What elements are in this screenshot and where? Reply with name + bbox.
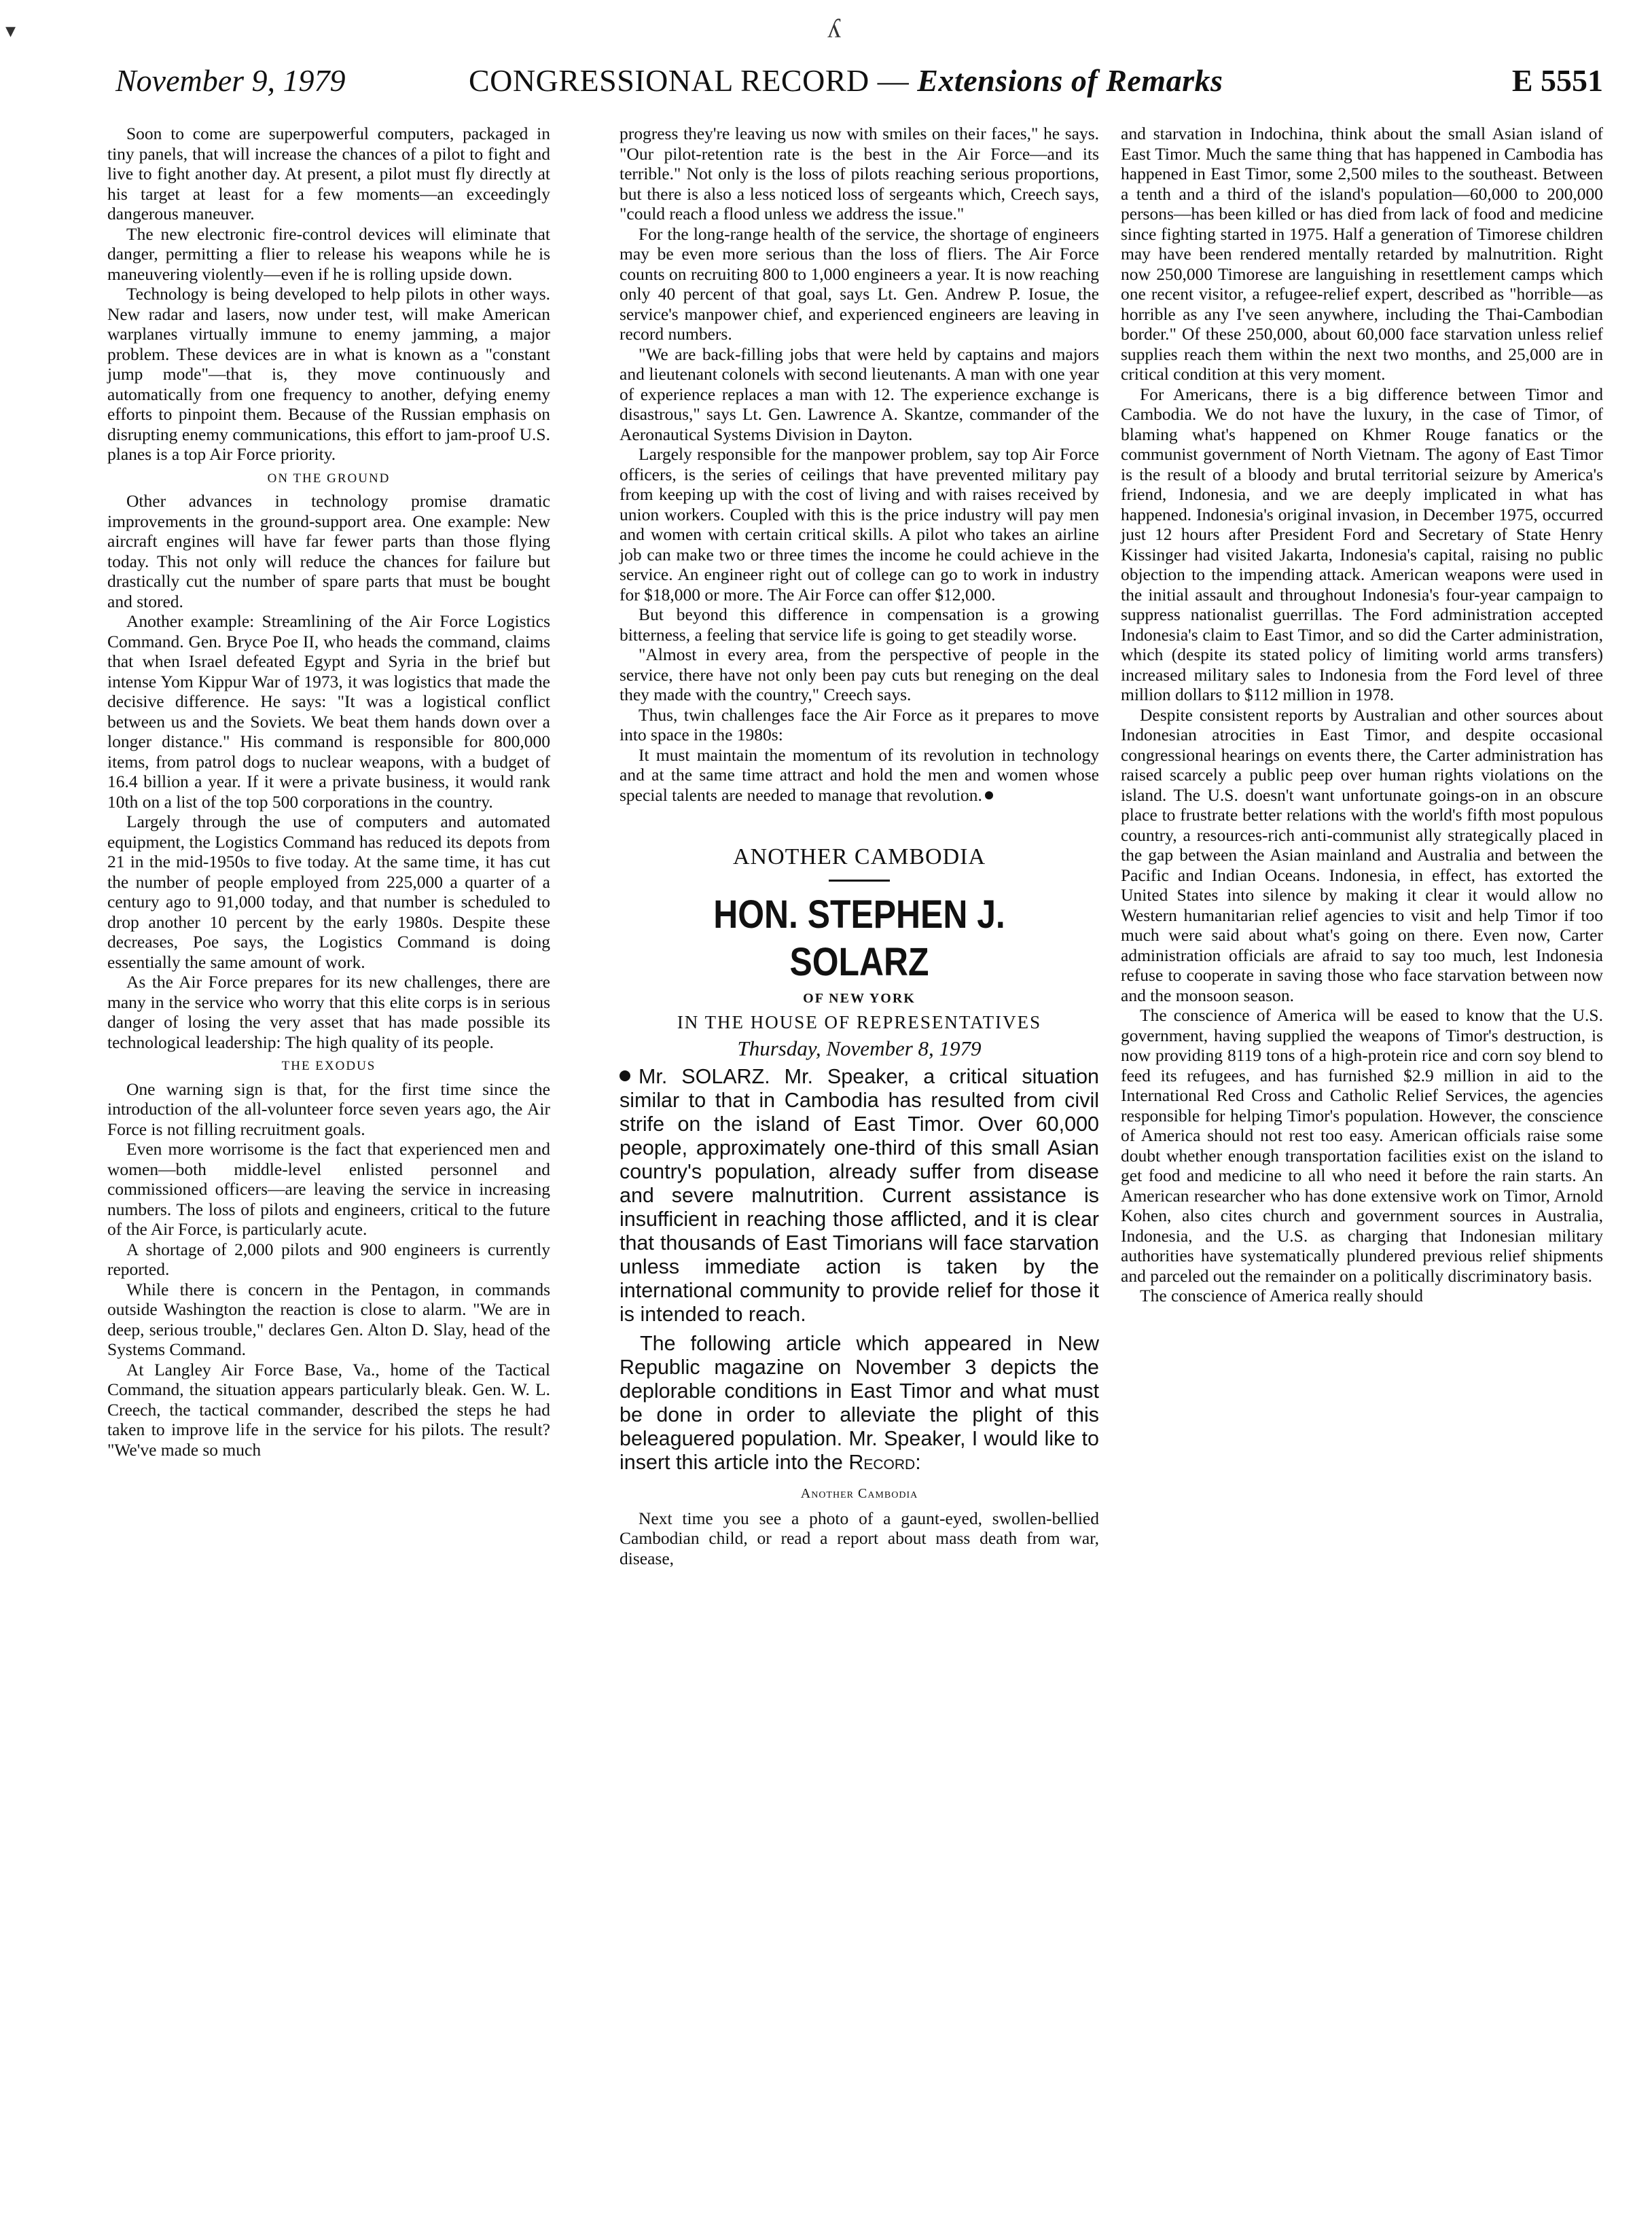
paragraph: Technology is being developed to help pilots in other ways. New radar and lasers, now under test, will make American warplanes virtually immune to enemy jamming, a major problem. These devices are in what is known as a "constant jump mode"—that is, they move continuously and automatically from one frequency to another, defying enemy efforts to pinpoint them. Because of the Russian emphasis on disrupting enemy communications, this effort to jam-proof U.S. planes is a top Air Force priority. [107,284,550,464]
subheading-on-the-ground: ON THE GROUND [267,471,391,486]
paragraph: progress they're leaving us now with smiles on their faces," he says. "Our pilot-retention rate is the best in the Air Force—and its terrible." Not only is the loss of pilots reaching serious proportions, but there is also a less noticed loss of sergeants which, Creech says, "could reach a flood unless we address the issue." [620,124,1099,223]
paragraph: The new electronic fire-control devices will eliminate that danger, permitting a flier to release his weapons while he is maneuvering violently—even if he is rolling upside down. [107,223,550,284]
paragraph: But beyond this difference in compensation is a growing bitterness, a feeling that service life is going to get steadily worse. [620,604,1099,645]
paragraph: At Langley Air Force Base, Va., home of the Tactical Command, the situation appears particularly bleak. Gen. W. L. Creech, the tactical commander, described the steps he had taken to improve life in the service for his pilots. The result? "We've made so much [107,1359,550,1460]
header-title-extensions: Extensions of Remarks [917,63,1223,98]
paragraph: "Almost in every area, from the perspective of people in the service, there have not only been pay cuts but reneging on the deal they made with the country," Creech says. [620,645,1099,704]
speech-date: Thursday, November 8, 1979 [737,1036,982,1060]
page-header [115,62,1603,107]
header-title-main: CONGRESSIONAL RECORD — [469,63,910,98]
scan-speck: ʎ [827,13,841,43]
record-word: Record: [848,1451,921,1474]
section-title: ANOTHER CAMBODIA [732,844,986,869]
scan-speck: ▾ [5,20,16,42]
speech-paragraph [620,1332,1099,1475]
header-title [469,62,1223,98]
paragraph: For the long-range health of the service, the shortage of engineers may be even more serious than the loss of fliers. The Air Force counts on recruiting 800 to 1,000 engineers a year. It is now reaching only 40 percent of that goal, says Lt. Gen. Andrew P. Iosue, the service's manpower chief, and experienced engineers are leaving in record numbers. [620,223,1099,344]
section-divider [829,880,890,882]
paragraph: and starvation in Indochina, think about the small Asian island of East Timor. Much the same thing that has happened in Cambodia has happened in East Timor, some 2,500 miles to the southeast. Between a tenth and a third of the island's population—60,000 to 200,000 persons—has been killed or has died from lack of food and medicine since fighting started in 1975. Half a generation of Timorese children may have been rendered mentally retarded by malnutrition. Right now 250,000 Timorese are languishing in resettlement camps which one recent visitor, a refugee-relief expert, described as "horrible—as horrible as any I've seen anywhere, including the Thai-Cambodian border." Of these 250,000, about 60,000 face starvation unless relief supplies reach them within the next two months, and 25,000 are in critical condition at this very moment. [1121,124,1603,384]
speech-bullet-icon [620,1070,630,1081]
member-name: HON. STEPHEN J. SOLARZ [713,892,1005,984]
member-state: OF NEW YORK [803,990,916,1006]
header-date: November 9, 1979 [115,63,346,98]
paragraph: For Americans, there is a big difference between Timor and Cambodia. We do not have the luxury, in the case of Timor, of blaming what's happened on Khmer Rouge fanatics or the communist government of North Vietnam. The agony of East Timor is the result of a bloody and brutal territorial seizure by America's friend, Indonesia, and we are deeply implicated in what has happened. Indonesia's original invasion, in December 1975, occurred just 12 hours after President Ford and Secretary of State Henry Kissinger had visited Jakarta, Indonesia's capital, raising no public objection to the impending attack. American weapons were used in the initial assault and throughout Indonesia's four-year campaign to suppress nationalist guerrillas. The Ford administration accepted Indonesia's claim to East Timor, and so did the Carter administration, which (despite its stated policy of limiting world arms transfers) increased military sales to Indonesia from the Ford level of three million dollars to $112 million in 1978. [1121,384,1603,704]
paragraph: Thus, twin challenges face the Air Force as it prepares to move into space in the 1980s: [620,704,1099,744]
paragraph [620,745,1099,806]
paragraph: Largely responsible for the manpower problem, say top Air Force officers, is the series of ceilings that have prevented military pay from keeping up with the cost of living and with raises received by union workers. Coupled with this is the price industry will pay men and women with certain critical skills. A pilot who takes an airline job can make two or three times the income he could achieve in the service. An engineer right out of college can go to work in industry for $18,000 or more. The Air Force can offer $12,000. [620,444,1099,604]
paragraph: While there is concern in the Pentagon, in commands outside Washington the reaction is close to alarm. "We are in deep, serious trouble," declares Gen. Alton D. Slay, head of the Systems Command. [107,1279,550,1359]
subheading-the-exodus: THE EXODUS [281,1059,376,1073]
paragraph: Even more worrisome is the fact that experienced men and women—both middle-level enlisted personnel and commissioned officers—are leaving the service in increasing numbers. The loss of pilots and engineers, critical to the future of the Air Force, is particularly acute. [107,1139,550,1239]
column-3 [1121,124,1603,1306]
paragraph: Next time you see a photo of a gaunt-eyed, swollen-bellied Cambodian child, or read a report about mass death from war, disease, [620,1508,1099,1568]
page-number: E 5551 [1511,63,1603,98]
speech-paragraph [620,1065,1099,1326]
chamber-line: IN THE HOUSE OF REPRESENTATIVES [677,1012,1042,1032]
paragraph: One warning sign is that, for the first time since the introduction of the all-volunteer force seven years ago, the Air Force is not filling recruitment goals. [107,1079,550,1139]
speech-text: The following article which appeared in New Republic magazine on November 3 depicts the deplorable conditions in East Timor and what must be done in order to alleviate the plight of this beleaguered population. Mr. Speaker, I would like to insert this article into the [620,1332,1099,1474]
column-2 [620,124,1099,1568]
paragraph: Soon to come are superpowerful computers, packaged in tiny panels, that will increase the chances of a pilot to fight and live to fight another day. At present, a pilot must fly directly at his target at least for a few moments—an exceedingly dangerous maneuver. [107,124,550,223]
paragraph: Largely through the use of computers and automated equipment, the Logistics Command has reduced its depots from 21 in the mid-1950s to five today. At the same time, it has cut the number of people employed from 225,000 a quarter of a century ago to 91,000 today, and that number is scheduled to drop another 10 percent by the early 1980s. Despite these decreases, Poe says, the Logistics Command is doing essentially the same amount of work. [107,812,550,972]
paragraph: Another example: Streamlining of the Air Force Logistics Command. Gen. Bryce Poe II, who heads the command, claims that when Israel defeated Egypt and Syria in the brief but intense Yom Kippur War of 1973, it was logistics that made the decisive difference. He says: "It was a logistical conflict between us and the Soviets. We beat them hands down over a longer distance." His command is responsible for 800,000 items, from patrol dogs to nuclear weapons, with a budget of 16.4 billion a year. If it were a private business, it would rank 10th on a list of the top 500 corporations in the country. [107,611,550,812]
column-1 [107,124,550,1460]
speech-text: Mr. SOLARZ. Mr. Speaker, a critical situation similar to that in Cambodia has resulted from civil strife on the island of East Timor. Over 60,000 people, approximately one-third of this small Asian country's population, already suffer from disease and severe malnutrition. Current assistance is insufficient in reaching those afflicted, and it is clear that thousands of East Timorians will face starvation unless immediate action is taken by the international community to provide relief for those it is intended to reach. [620,1065,1099,1326]
speech-body [620,1065,1099,1475]
paragraph: The conscience of America really should [1140,1286,1424,1305]
paragraph: A shortage of 2,000 pilots and 900 engineers is currently reported. [107,1239,550,1279]
paragraph: The conscience of America will be eased to know that the U.S. government, having supplied the weapons of Timor's destruction, is now providing 8119 tons of a high-protein rice and corn soy blend to feed its refugees, and has furnished $2.9 million in aid to the International Red Cross and Catholic Relief Services, the agencies responsible for helping Timor's population. However, the conscience of America should not rest too easy. American officials raise some doubt whether enough transportation facilities exist on the island to get food and medicine to all who need it before the rain starts. An American researcher who has done extensive work on Timor, Arnold Kohen, also cites church and government sources in Australia, Indonesia, and the U.S. as charging that Indonesian military authorities have systematically plundered previous relief shipments and parceled out the remainder on a politically discriminatory basis. [1121,1005,1603,1286]
paragraph: "We are back-filling jobs that were held by captains and majors and lieutenant colonels with second lieutenants. A man with one year of experience replaces a man with 12. The experience exchange is disastrous," says Lt. Gen. Lawrence A. Skantze, commander of the Aeronautical Systems Division in Dayton. [620,344,1099,444]
end-of-item-bullet-icon [985,791,993,799]
paragraph: As the Air Force prepares for its new challenges, there are many in the service who worry that this elite corps is in serious danger of losing the very asset that has made possible its technological leadership: The high quality of its people. [107,972,550,1052]
article-subtitle: Another Cambodia [800,1486,918,1501]
paragraph: Despite consistent reports by Australian and other sources about Indonesian atrocities in East Timor, and despite occasional congressional hearings on events there, the Carter administration has raised scarcely a public peep over human rights violations on the island. The U.S. doesn't want unfortunate goings-on in an obscure place to frustrate better relations with the world's fifth most populous country, a resources-rich anti-communist ally strategically placed in the gap between the Asian mainland and Australia and between the Pacific and Indian Oceans. Indonesia, in effect, has extorted the United States into silence by making it clear it would allow no Western humanitarian relief agencies to visit and help Timor if too much were said about what's going on there. Even now, Carter administration officials are afraid to say too much, lest Indonesia refuse to cooperate in saving those who face starvation between now and the monsoon season. [1121,704,1603,1005]
paragraph-text: It must maintain the momentum of its revolution in technology and at the same time attract and hold the men and women whose special talents are needed to manage that revolution. [620,744,1099,805]
paragraph: Other advances in technology promise dramatic improvements in the ground-support area. One example: New aircraft engines will have far fewer parts than those flying today. This not only will reduce the chances for failure but drastically cut the number of spare parts that must be bought and stored. [107,491,550,611]
